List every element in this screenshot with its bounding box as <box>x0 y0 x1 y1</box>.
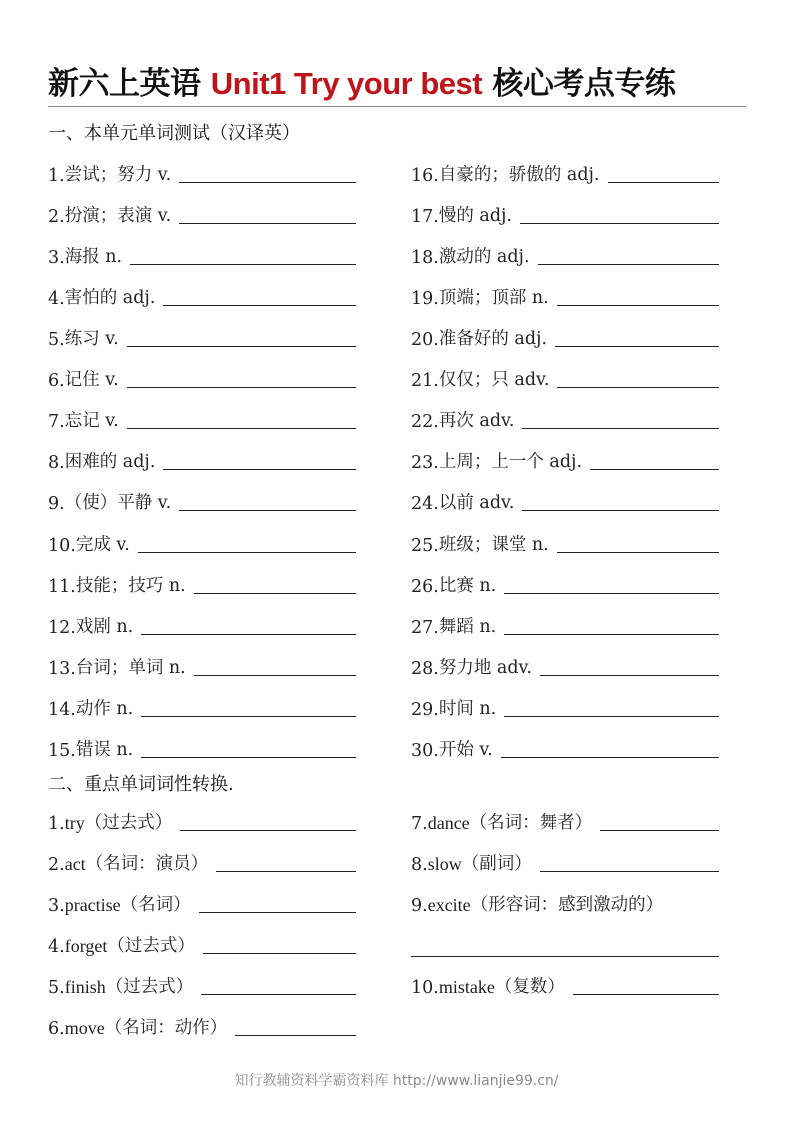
answer-blank[interactable] <box>163 287 356 306</box>
question-18: 18. 激动的 adj. <box>411 242 719 268</box>
question-29: 29. 时间 n. <box>411 694 719 720</box>
answer-blank[interactable] <box>127 369 356 388</box>
question-25: 25. 班级；课堂 n. <box>411 530 719 556</box>
conversion-4: 4. forget （过去式） <box>48 931 356 957</box>
question-19: 19. 顶端；顶部 n. <box>411 283 719 309</box>
answer-blank[interactable] <box>141 698 356 717</box>
question-9: 9. （使）平静 v. <box>48 488 356 514</box>
answer-blank[interactable] <box>557 287 719 306</box>
question-28: 28. 努力地 adv. <box>411 653 719 679</box>
answer-blank[interactable] <box>590 451 719 470</box>
page-title <box>48 58 675 103</box>
conversion-9: 9. excite （形容词：感到激动的） <box>411 895 664 916</box>
question-13: 13. 台词；单词 n. <box>48 653 356 679</box>
title-prefix: 新六上英语 <box>48 66 211 102</box>
question-3: 3. 海报 n. <box>48 242 356 268</box>
answer-blank[interactable] <box>179 492 356 511</box>
conversion-7: 7. dance （名词：舞者） <box>411 808 719 834</box>
answer-blank[interactable] <box>203 935 356 954</box>
footer-source: 知行教辅资料学霸资料库 http://www.lianjie99.cn/ <box>234 1073 559 1089</box>
answer-blank[interactable] <box>608 164 719 183</box>
question-1: 1. 尝试；努力 v. <box>48 160 356 186</box>
answer-blank[interactable] <box>179 164 356 183</box>
answer-blank[interactable] <box>235 1017 356 1036</box>
answer-blank[interactable] <box>501 739 719 758</box>
answer-blank[interactable] <box>180 812 356 831</box>
question-6: 6. 记住 v. <box>48 365 356 391</box>
answer-blank[interactable] <box>573 976 719 995</box>
answer-blank[interactable] <box>538 246 719 265</box>
answer-blank[interactable] <box>141 616 356 635</box>
conversion-8: 8. slow （副词） <box>411 849 719 875</box>
answer-blank[interactable] <box>127 410 356 429</box>
conversion-3: 3. practise （名词） <box>48 890 356 916</box>
title-unit: Unit1 Try your best <box>210 66 483 101</box>
section1-heading: 一、本单元单词测试（汉译英） <box>48 123 300 144</box>
question-26: 26. 比赛 n. <box>411 571 719 597</box>
question-22: 22. 再次 adv. <box>411 406 719 432</box>
question-14: 14. 动作 n. <box>48 694 356 720</box>
answer-blank[interactable] <box>600 812 719 831</box>
conversion-10: 10. mistake （复数） <box>411 972 719 998</box>
answer-blank[interactable] <box>179 205 356 224</box>
question-24: 24. 以前 adv. <box>411 488 719 514</box>
question-7: 7. 忘记 v. <box>48 406 356 432</box>
question-12: 12. 戏剧 n. <box>48 612 356 638</box>
question-23: 23. 上周；上一个 adj. <box>411 447 719 473</box>
question-5: 5. 练习 v. <box>48 324 356 350</box>
question-21: 21. 仅仅；只 adv. <box>411 365 719 391</box>
question-10: 10. 完成 v. <box>48 530 356 556</box>
answer-blank[interactable] <box>557 534 719 553</box>
question-4: 4. 害怕的 adj. <box>48 283 356 309</box>
answer-blank[interactable] <box>520 205 719 224</box>
question-8: 8. 困难的 adj. <box>48 447 356 473</box>
answer-blank[interactable] <box>163 451 356 470</box>
question-27: 27. 舞蹈 n. <box>411 612 719 638</box>
question-30: 30. 开始 v. <box>411 735 719 761</box>
answer-blank[interactable] <box>504 616 719 635</box>
question-16: 16. 自豪的；骄傲的 adj. <box>411 160 719 186</box>
question-15: 15. 错误 n. <box>48 735 356 761</box>
answer-blank[interactable] <box>557 369 719 388</box>
answer-blank[interactable] <box>540 657 719 676</box>
answer-blank[interactable] <box>504 698 719 717</box>
answer-blank[interactable] <box>127 328 356 347</box>
question-2: 2. 扮演；表演 v. <box>48 201 356 227</box>
conversion-2: 2. act （名词：演员） <box>48 849 356 875</box>
answer-blank[interactable] <box>194 657 356 676</box>
answer-blank[interactable] <box>201 976 356 995</box>
answer-blank[interactable] <box>216 853 356 872</box>
answer-blank[interactable] <box>141 739 356 758</box>
section2-heading: 二、重点单词词性转换. <box>48 774 234 795</box>
answer-blank[interactable] <box>540 853 719 872</box>
conversion-1: 1. try （过去式） <box>48 808 356 834</box>
conversion-6: 6. move （名词：动作） <box>48 1013 356 1039</box>
answer-blank[interactable] <box>199 894 356 913</box>
answer-blank[interactable] <box>555 328 719 347</box>
answer-blank[interactable] <box>522 410 719 429</box>
question-11: 11. 技能；技巧 n. <box>48 571 356 597</box>
answer-blank[interactable] <box>504 575 719 594</box>
answer-blank[interactable] <box>522 492 719 511</box>
answer-blank[interactable] <box>130 246 356 265</box>
answer-blank[interactable] <box>411 955 719 957</box>
question-17: 17. 慢的 adj. <box>411 201 719 227</box>
title-divider <box>48 106 746 107</box>
title-suffix: 核心考点专练 <box>482 66 676 102</box>
answer-blank[interactable] <box>138 534 356 553</box>
conversion-5: 5. finish （过去式） <box>48 972 356 998</box>
answer-blank[interactable] <box>194 575 356 594</box>
question-20: 20. 准备好的 adj. <box>411 324 719 350</box>
